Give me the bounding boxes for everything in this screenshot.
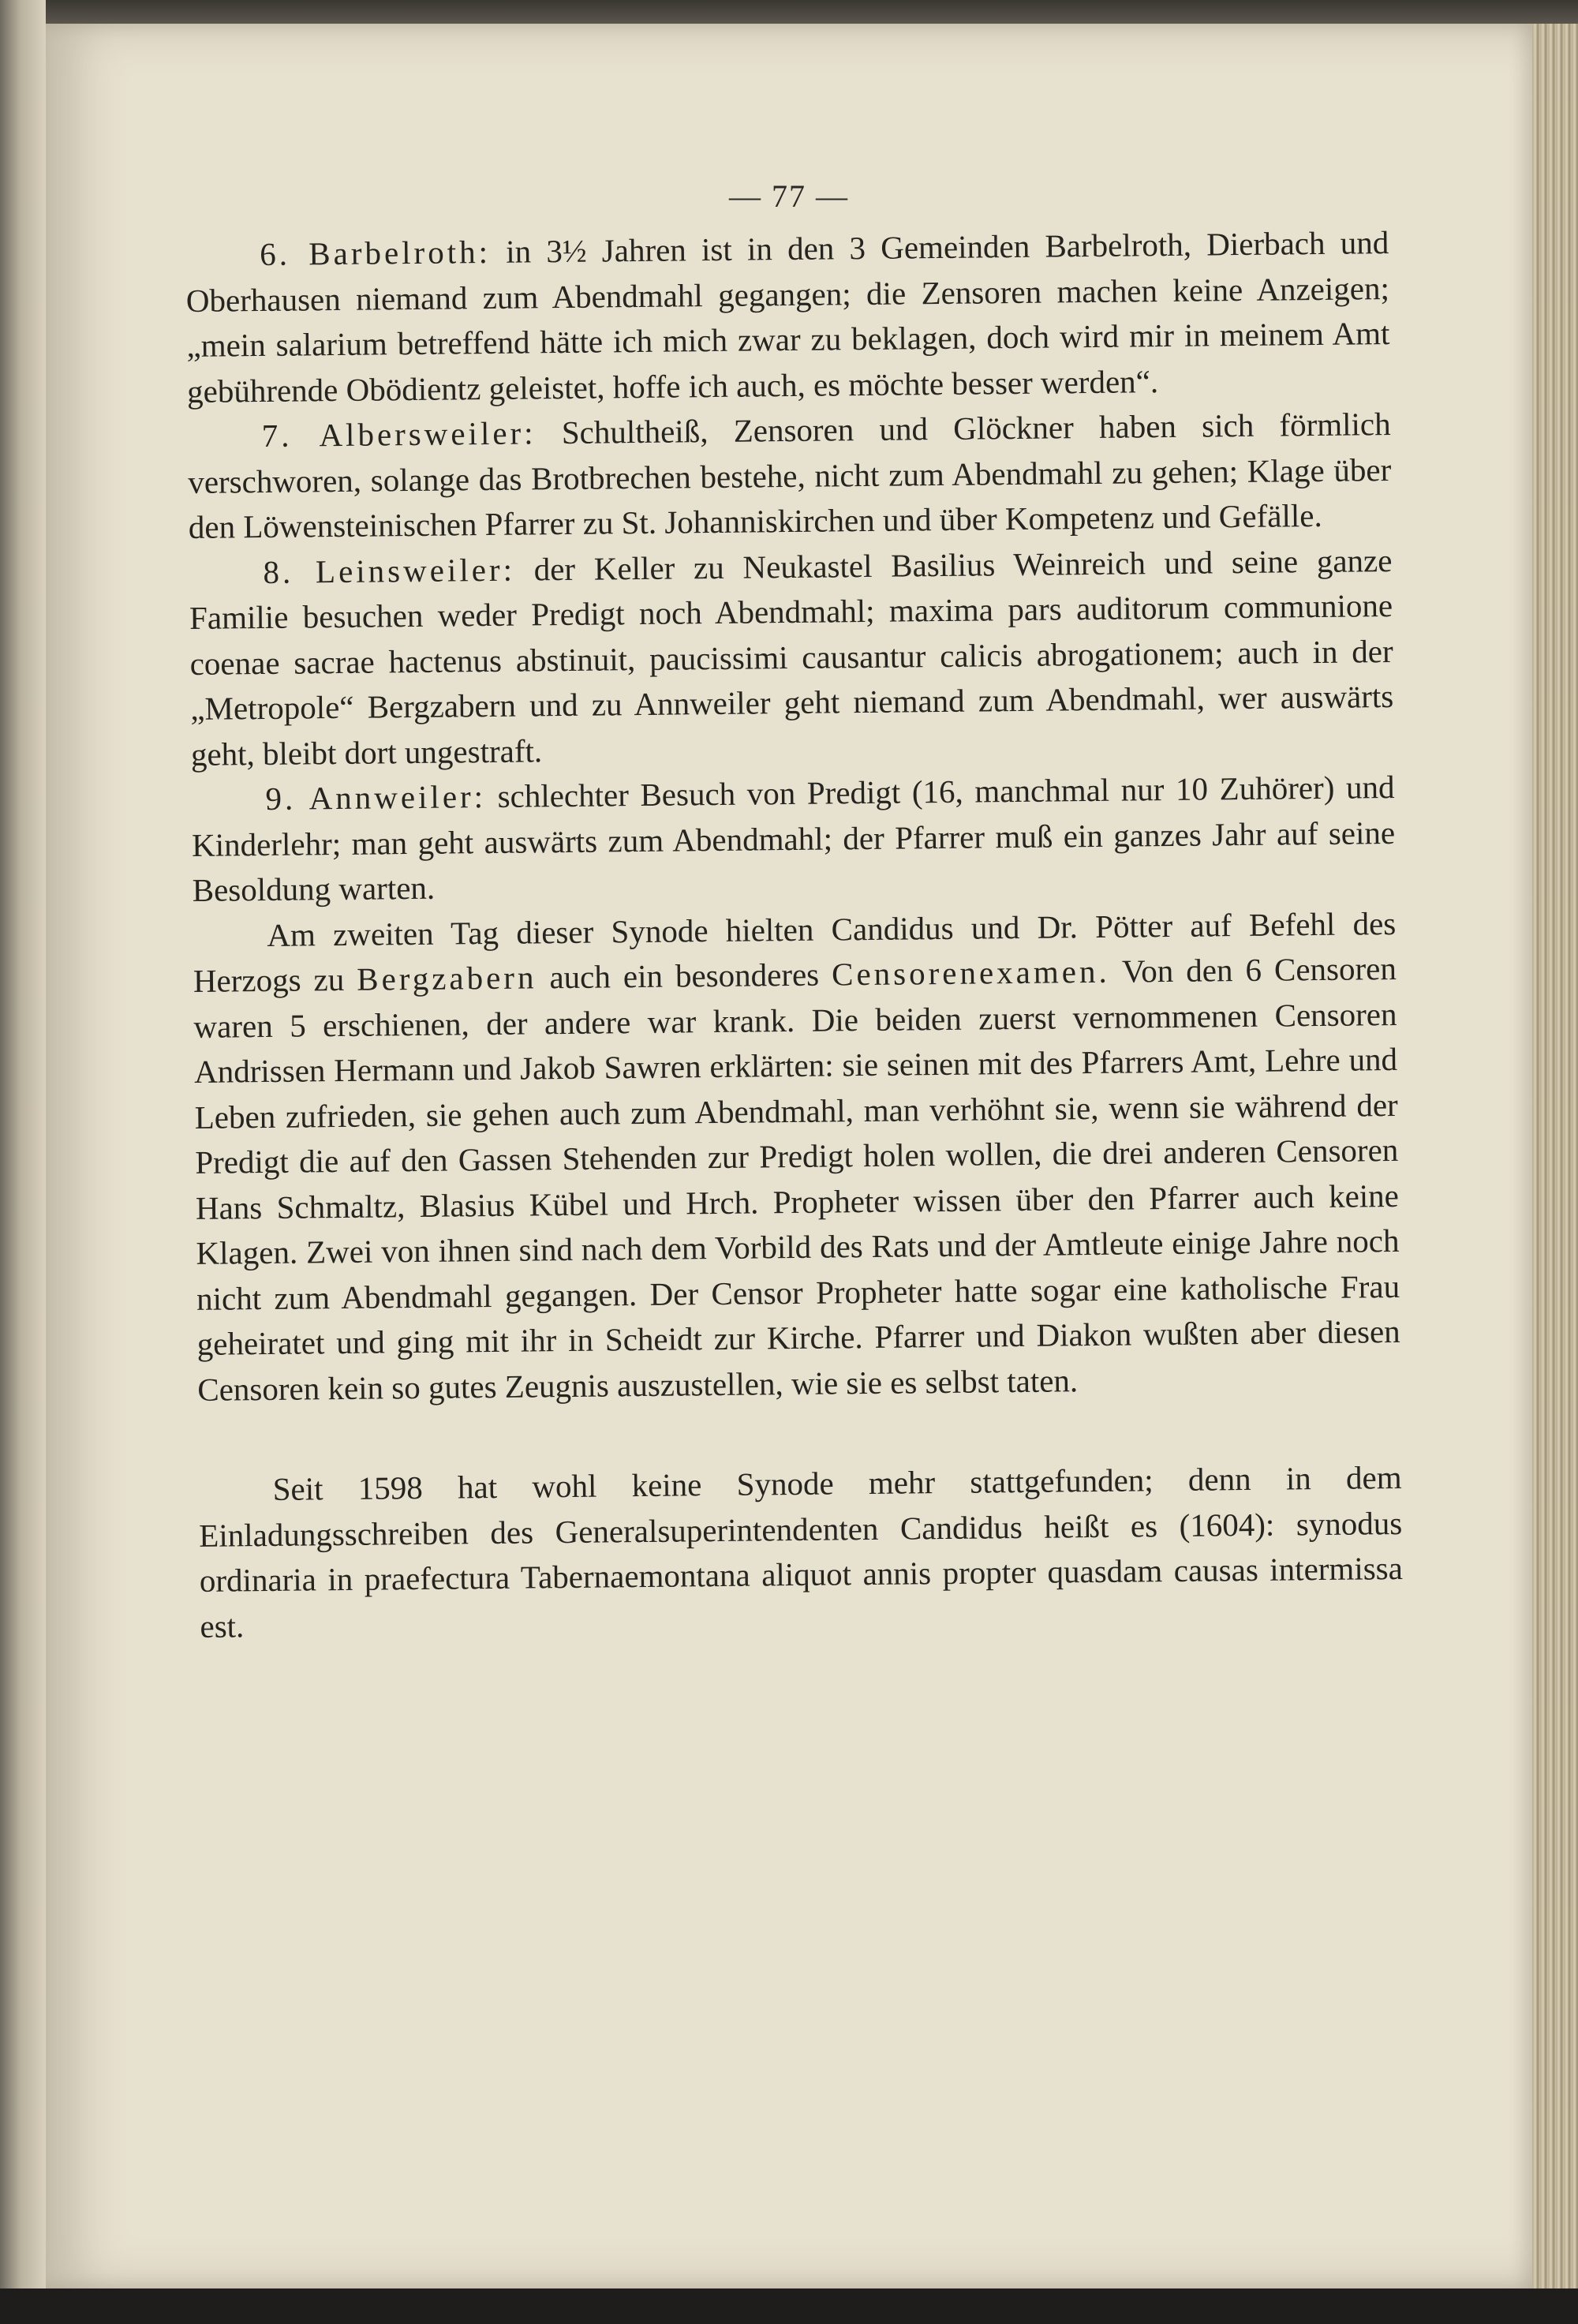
entry-text: schlechter Besuch von Predigt (16, manchmal nur 10 Zuhörer) und Kinderlehr; man geht auswärts zum Abendmahl; der Pfarrer muß ein ganzes Jahr auf seine Besoldung warten. (191, 768, 1396, 908)
place-bergzabern: Bergzabern (357, 959, 537, 997)
entry-text: der Keller zu Neukastel Basilius Weinreich und seine ganze Familie besuchen weder Predigt noch Abendmahl; maxima pars auditorum communione coenae sacrae hactenus abstinuit, paucissimi causantur calicis abrogationem; auch in der „Metropole“ Bergzabern und zu Annweiler geht niemand zum Abendmahl, wer auswärts geht, bleibt dort ungestraft. (189, 541, 1394, 773)
entry-albersweiler (187, 402, 1392, 550)
entry-annweiler (191, 765, 1396, 913)
book-background-top (0, 0, 1578, 24)
book-binding (0, 0, 46, 2324)
entry-barbelroth (185, 220, 1390, 414)
entry-label: 8. Leinsweiler: (263, 551, 516, 590)
entry-text: in 3½ Jahren ist in den 3 Gemeinden Barbelroth, Dierbach und Oberhausen niemand zum Abendmahl gegangen; die Zensoren machen keine Anzeigen; „mein salarium betreffend hätte ich mich zwar zu beklagen, doch wird mir in meinem Amt gebührende Obödientz geleistet, hoffe ich auch, es möchte besser werden“. (185, 224, 1390, 410)
entry-label: 7. Albersweiler: (261, 414, 537, 455)
entry-label: 6. Barbelroth: (260, 233, 492, 273)
final-paragraph: Seit 1598 hat wohl keine Synode mehr stattgefunden; denn in dem Einladungsschreiben des Generalsuperintendenten Candidus heißt es (1604): synodus ordinaria in praefectura Tabernaemontana aliquot annis propter quasdam causas intermissa est. (199, 1458, 1404, 1645)
entry-label: 9. Annweiler: (265, 778, 487, 817)
page-number: — 77 — (729, 178, 849, 214)
censor-exam: Censorenexamen. (831, 952, 1110, 993)
synod-text-3: Von den 6 Censoren waren 5 erschienen, der andere war krank. Die beiden zuerst vernommenen Censoren Andrissen Hermann und Jakob Sawren erklärten: sie seinen mit des Pfarrers Amt, Lehre und Leben zufrieden, sie gehen auch zum Abendmahl, man verhöhnt sie, wenn sie während der Predigt die auf den Gassen Stehenden zur Predigt holen wollen, die drei anderen Censoren Hans Schmaltz, Blasius Kübel und Hrch. Propheter wissen über den Pfarrer auch keine Klagen. Zwei von ihnen sind nach dem Vorbild des Rats und der Amtleute einige Jahre noch nicht zum Abendmahl gegangen. Der Censor Propheter hatte sogar eine katholische Frau geheiratet und ging mit ihr in Scheidt zur Kirche. Pfarrer und Diakon wußten aber diesen Censoren kein so gutes Zeugnis auszustellen, wie sie es selbst taten. (193, 949, 1400, 1408)
book-background-bottom (0, 2288, 1578, 2324)
synod-text-2: auch ein besonderes (537, 956, 832, 996)
entry-text: Schultheiß, Zensoren und Glöckner haben sich förmlich verschworen, solange das Brotbrechen bestehe, nicht zum Abendmahl zu gehen; Klage über den Löwensteinischen Pfarrer zu St. Johanniskirchen und über Kompetenz und Gefälle. (188, 406, 1392, 545)
text-block (185, 220, 1404, 1649)
entry-leinsweiler (189, 538, 1394, 777)
page-edges (1532, 24, 1578, 2288)
synod-text-1: Am zweiten Tag dieser Synode hielten Candidus und Dr. Pötter auf Befehl des Herzogs zu (193, 904, 1397, 999)
synod-paragraph (193, 900, 1401, 1412)
